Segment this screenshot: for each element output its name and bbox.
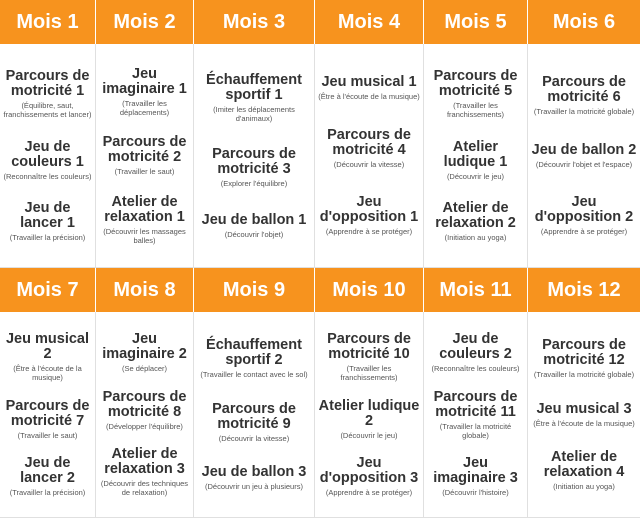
month-header: Mois 12: [528, 268, 640, 312]
activity-title: Parcours de motricité 1: [5, 67, 90, 99]
activity-title: Parcours de motricité 2: [102, 134, 187, 165]
activity-title: Parcours de motricité 5: [433, 67, 518, 99]
activity-desc: (Découvrir un jeu à plusieurs): [205, 481, 303, 491]
activity: [3, 140, 92, 181]
activity-title: Jeu de ballon 2: [531, 141, 637, 158]
month-header: Mois 8: [96, 268, 194, 312]
activity-desc: (Imiter les déplacements d'animaux): [213, 104, 295, 123]
activity: [427, 69, 524, 119]
activity: [202, 465, 307, 491]
activity-desc: (Découvrir le jeu): [446, 171, 505, 181]
activity-desc: (Découvrir des techniques de relaxation): [100, 478, 189, 497]
activity: [318, 332, 420, 382]
activity: [427, 140, 524, 181]
activity-desc: (Être à l'écoute de la musique): [13, 364, 82, 383]
activity-title: Jeu de lancer 2: [20, 454, 75, 486]
activity-desc: (Découvrir l'objet et l'espace): [535, 159, 633, 169]
month-cell: [194, 44, 315, 268]
activity-desc: (Travailler la motricité globale): [533, 106, 635, 116]
activity: [3, 69, 92, 119]
activity: [531, 195, 637, 236]
activity: [318, 195, 420, 236]
activity-desc: (Découvrir les massages balles): [103, 226, 186, 245]
activity-desc: (Se déplacer): [121, 364, 168, 374]
activity-title: Atelier ludique 1: [443, 138, 508, 170]
activity-desc: (Apprendre à se protéger): [325, 487, 413, 497]
month-cell: [96, 44, 194, 268]
activity-title: Jeu d'opposition 1: [319, 194, 419, 226]
activity-title: Échauffement sportif 1: [206, 71, 302, 103]
activity-desc: (Initiation au yoga): [553, 481, 615, 491]
activity: [3, 332, 92, 382]
activity: [531, 75, 637, 116]
activity: [202, 213, 307, 239]
month-header: Mois 5: [424, 0, 528, 44]
month-cell: [0, 44, 96, 268]
activity-title: Jeu de couleurs 1: [11, 138, 84, 170]
activity-desc: (Travailler les déplacements): [119, 98, 170, 117]
activity-title: Parcours de motricité 6: [542, 73, 626, 105]
month-cell: [315, 44, 424, 268]
activity-title: Atelier de relaxation 4: [543, 448, 625, 480]
activity: [99, 447, 190, 497]
month-cell: [424, 312, 528, 518]
activity-title: Jeu de lancer 1: [20, 200, 75, 232]
activity-title: Jeu imaginaire 2: [102, 331, 187, 363]
activity-desc: (Découvrir la vitesse): [218, 433, 290, 443]
activity-title: Jeu imaginaire 3: [433, 454, 518, 486]
activity-desc: (Travailler le saut): [114, 167, 175, 176]
activity-desc: (Découvrir la vitesse): [333, 159, 405, 169]
month-header: Mois 9: [194, 268, 315, 312]
month-header: Mois 10: [315, 268, 424, 312]
activity: [197, 338, 311, 379]
activity: [427, 332, 524, 373]
activity-title: Atelier de relaxation 1: [104, 193, 185, 225]
activity: [532, 143, 637, 169]
activity-desc: (Équilibre, saut, franchissements et lancer): [3, 100, 92, 119]
month-header: Mois 7: [0, 268, 96, 312]
activity-title: Atelier de relaxation 3: [104, 445, 185, 477]
activity-title: Parcours de motricité 11: [433, 388, 518, 420]
activity: [531, 450, 637, 491]
activity-desc: (Découvrir le jeu): [340, 430, 398, 440]
month-cell: [528, 312, 640, 518]
activity-desc: (Travailler le saut): [17, 430, 78, 440]
activity-title: Parcours de motricité 12: [542, 337, 626, 369]
activity: [3, 201, 92, 242]
activity-desc: (Travailler la motricité globale): [533, 370, 635, 380]
activity-desc: (Apprendre à se protéger): [540, 227, 628, 237]
activity-desc: (Découvrir l'histoire): [442, 487, 509, 497]
activity-title: Jeu imaginaire 1: [102, 65, 187, 97]
month-cell: [96, 312, 194, 518]
activity-title: Atelier de relaxation 2: [435, 200, 516, 232]
activity-desc: (Travailler la précision): [9, 487, 86, 497]
month-cell: [194, 312, 315, 518]
activity: [533, 402, 634, 428]
activity: [3, 399, 92, 440]
activity-title: Parcours de motricité 10: [327, 331, 411, 363]
activity-title: Jeu de ballon 3: [201, 463, 307, 480]
activity-desc: (Être à l'écoute de la musique): [533, 418, 635, 428]
activity-title: Jeu de couleurs 2: [439, 331, 512, 363]
month-cell: [0, 312, 96, 518]
month-cell: [424, 44, 528, 268]
activity-desc: (Reconnaître les couleurs): [3, 171, 92, 181]
activity-desc: (Être à l'écoute de la musique): [318, 91, 420, 101]
activity: [318, 75, 419, 101]
month-header: Mois 4: [315, 0, 424, 44]
activity-title: Parcours de motricité 8: [102, 388, 187, 420]
activity-desc: (Reconnaître les couleurs): [431, 364, 520, 374]
activity: [3, 456, 92, 497]
activity: [427, 456, 524, 497]
activity-title: Parcours de motricité 7: [5, 397, 90, 429]
activity: [99, 390, 190, 431]
activity-title: Parcours de motricité 9: [212, 400, 296, 432]
activity-desc: (Travailler les franchissements): [340, 364, 398, 383]
activity: [427, 390, 524, 440]
activity: [197, 402, 311, 443]
activity: [99, 135, 190, 176]
activity-desc: (Initiation au yoga): [444, 233, 507, 243]
activity-title: Parcours de motricité 4: [327, 126, 411, 158]
activity-title: Jeu de ballon 1: [201, 211, 307, 228]
month-header: Mois 3: [194, 0, 315, 44]
activity: [197, 73, 311, 123]
month-header: Mois 6: [528, 0, 640, 44]
activity-desc: (Travailler les franchissements): [446, 100, 505, 119]
month-header: Mois 1: [0, 0, 96, 44]
month-header: Mois 11: [424, 268, 528, 312]
month-cell: [528, 44, 640, 268]
activity: [99, 195, 190, 245]
activity-title: Échauffement sportif 2: [206, 337, 302, 369]
activity-desc: (Travailler la motricité globale): [439, 421, 512, 440]
month-header: Mois 2: [96, 0, 194, 44]
activity: [99, 67, 190, 117]
activity-desc: (Travailler le contact avec le sol): [200, 370, 308, 380]
activity: [531, 338, 637, 379]
activity-desc: (Apprendre à se protéger): [325, 227, 413, 237]
activity-desc: (Travailler la précision): [9, 233, 86, 243]
month-cell: [315, 312, 424, 518]
activity-title: Jeu musical 1: [321, 73, 417, 90]
activity-desc: (Explorer l'équilibre): [220, 179, 288, 188]
activity-title: Jeu d'opposition 2: [534, 194, 634, 226]
activity-desc: (Découvrir l'objet): [224, 229, 284, 239]
activity-title: Jeu musical 2: [5, 331, 89, 363]
activity-title: Atelier ludique 2: [318, 397, 420, 429]
activity-title: Jeu musical 3: [536, 400, 632, 417]
activity: [197, 147, 311, 188]
activity: [318, 128, 420, 169]
activity-title: Parcours de motricité 3: [212, 146, 296, 177]
activity: [318, 456, 420, 497]
activity-desc: (Développer l'équilibre): [106, 421, 183, 431]
activity-title: Jeu d'opposition 3: [319, 454, 419, 486]
activity: [318, 399, 420, 440]
activity: [99, 332, 190, 373]
activity: [427, 201, 524, 242]
